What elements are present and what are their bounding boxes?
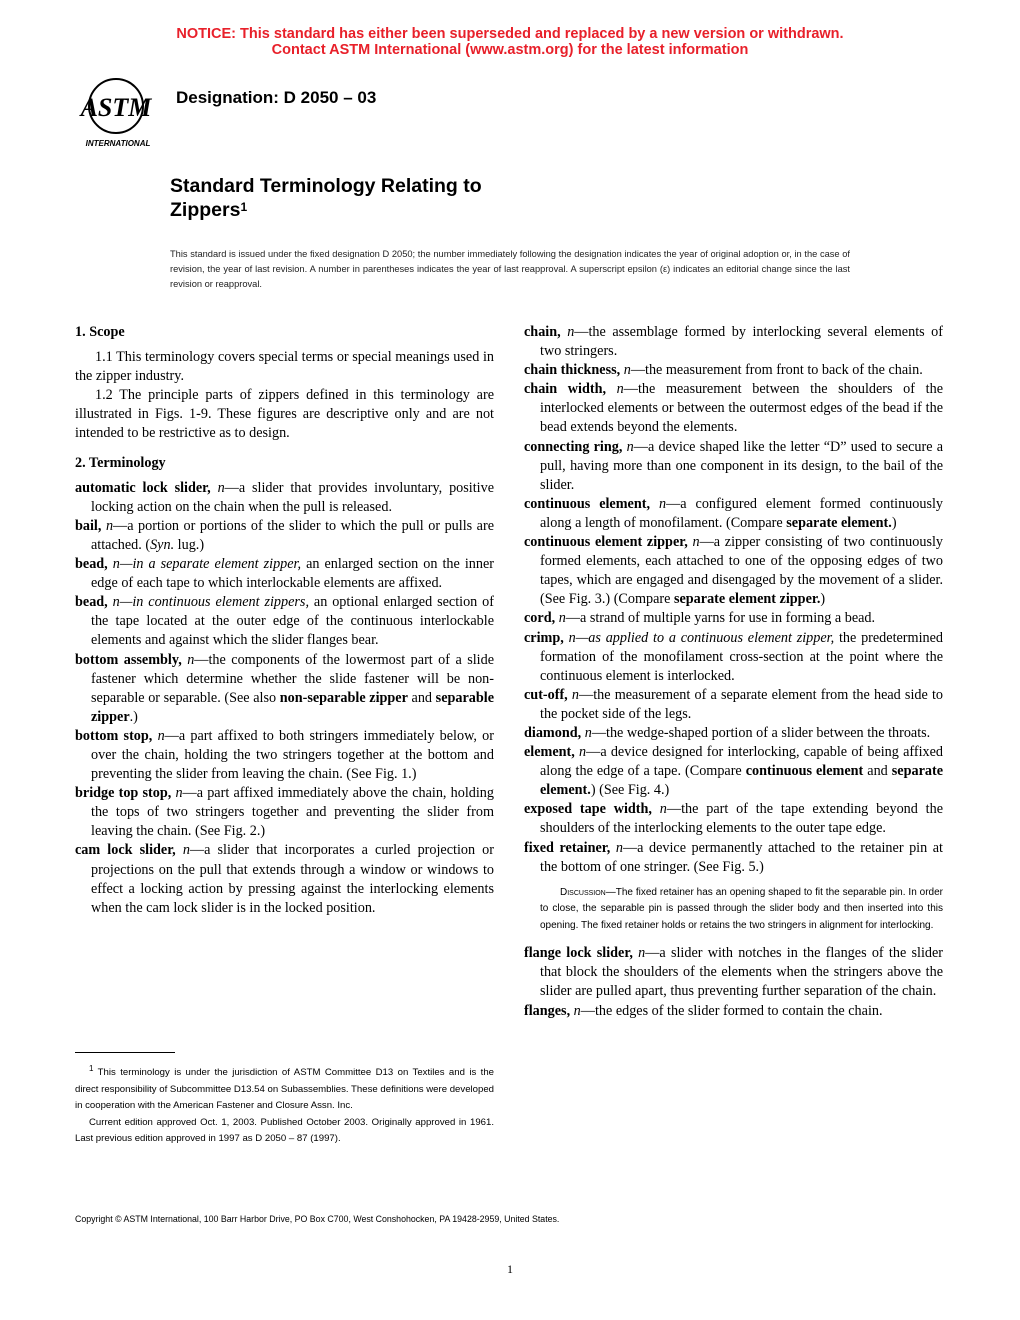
- term-bottom-stop: bottom stop, n—a part affixed to both stringers immediately below, or over the chain, holding the two stringers together at the bottom and preventing the slider from leaving the chain. (See Fig. 1.): [75, 727, 495, 783]
- term-element: element, n—a device designed for interlocking, capable of being affixed along the edge of a tape. (Compare continuous element and separate element.) (See Fig. 4.): [524, 744, 944, 799]
- term-chain-thickness: chain thickness, n—the measurement from front to back of the chain.: [524, 362, 923, 379]
- logo-international: INTERNATIONAL: [85, 139, 151, 148]
- page-title: [170, 174, 870, 222]
- discussion-note: Discussion—The fixed retainer has an opening shaped to fit the separable pin. In order to close, the separable pin is passed through the slider body and then inserted into this opening. The fixed retainer holds or retains the two stringers in alignment for interlocking.: [540, 886, 943, 931]
- term-exposed-tape-width: exposed tape width, n—the part of the tape extending beyond the shoulders of the interlocking elements to the outer tape edge.: [524, 801, 944, 837]
- scope-heading: 1. Scope: [75, 324, 125, 340]
- term-cord: cord, n—a strand of multiple yarns for use in forming a bead.: [524, 610, 876, 627]
- term-continuous-element: continuous element, n—a configured element formed continuously along a length of monofilament. (Compare separate element.): [524, 495, 944, 531]
- term-bail: bail, n—a portion or portions of the slider to which the pull or pulls are attached. (Syn. lug.): [75, 517, 494, 553]
- footnote-para-2: Current edition approved Oct. 1, 2003. Published October 2003. Originally approved in 1961. Last previous edition approved in 1997 as D 2050 – 87 (1997).: [75, 1116, 494, 1145]
- scope-para-2: 1.2 The principle parts of zippers defined in this terminology are illustrated in Figs. 1-9. These figures are descriptive only and are not intended to be restrictive as to design.: [75, 387, 494, 442]
- scope-para-1: 1.1 This terminology covers special terms or special meanings used in the zipper industry.: [75, 349, 494, 385]
- term-bead-separate: bead, n—in a separate element zipper, an enlarged section on the inner edge of each tape to which interlockable elements are affixed.: [75, 556, 494, 592]
- term-cam-lock-slider: cam lock slider, n—a slider that incorporates a curled projection or projections on the pull that extends through a window or windows to effect a locking action by pressing against the interlocking elements when the cam lock slider is in the locked position.: [75, 842, 494, 916]
- term-flanges: flanges, n—the edges of the slider formed to contain the chain.: [524, 1002, 883, 1019]
- terminology-heading: 2. Terminology: [75, 454, 166, 471]
- page-number: 1: [507, 1262, 513, 1276]
- title-line-1: Standard Terminology Relating to: [170, 175, 482, 197]
- term-chain: chain, n—the assemblage formed by interlocking several elements of two stringers.: [524, 324, 944, 360]
- term-flange-lock-slider: flange lock slider, n—a slider with notches in the flanges of the slider that block the shoulders of the elements when the stringers above the slider are pulled apart, thus preventing further separation of the chain.: [524, 945, 944, 1000]
- term-crimp: crimp, n—as applied to a continuous element zipper, the predetermined formation of the monofilament cross-section at the point where the continuous element is interlocked.: [524, 629, 943, 684]
- term-chain-width: chain width, n—the measurement between the shoulders of the interlocked elements or between the outermost edges of the bead if the bead extends beyond the elements.: [524, 381, 943, 436]
- withdrawn-notice: [0, 26, 1020, 58]
- copyright-notice: Copyright © ASTM International, 100 Barr Harbor Drive, PO Box C700, West Conshohocken, PA 19428-2959, United States.: [75, 1214, 560, 1224]
- footnote-divider: [75, 1052, 175, 1053]
- logo-mark: ASTM: [80, 93, 152, 122]
- right-column: [524, 323, 943, 1021]
- footnote: [75, 1061, 494, 1148]
- term-bottom-assembly: bottom assembly, n—the components of the lowermost part of a slide fastener which determine whether the slide fastener will be non-separable or separable. (See also non-separable zipper and separable zipper.): [75, 651, 494, 725]
- term-continuous-element-zipper: continuous element zipper, n—a zipper consisting of two continuously formed elements, each attached to one of the opposing edges of two tapes, which are engaged and disengaged by the movement of a slider. (See Fig. 3.) (Compare separate element zipper.): [524, 534, 944, 608]
- notice-line-1: NOTICE: This standard has either been superseded and replaced by a new version or withdrawn.: [176, 26, 844, 42]
- title-line-2: Zippers: [170, 199, 241, 221]
- term-fixed-retainer: fixed retainer, n—a device permanently attached to the retainer pin at the bottom of one stringer. (See Fig. 5.): [524, 839, 943, 875]
- astm-logo: [74, 72, 162, 150]
- term-bead-continuous: bead, n—in continuous element zippers, an optional enlarged section of the tape located at the outer edge of the continuous interlockable elements and against which the slider flanges bear.: [75, 594, 494, 649]
- term-connecting-ring: connecting ring, n—a device shaped like the letter “D” used to secure a pull, having more than one component in its design, to the bail of the slider.: [524, 438, 944, 493]
- term-diamond: diamond, n—the wedge-shaped portion of a slider between the throats.: [524, 724, 931, 741]
- title-footnote-mark: 1: [240, 200, 248, 214]
- footnote-para-1: $^1$ This terminology is under the jurisdiction of ASTM Committee D13 on Textiles and is the direct responsibility of Subcommittee D13.54 on Subassemblies. These definitions were developed in cooperation with the American Fastener and Closure Assn. Inc.: [75, 1064, 494, 1112]
- preface: This standard is issued under the fixed designation D 2050; the number immediately following the designation indicates the year of original adoption or, in the case of revision, the year of last revision. A number in parentheses indicates the year of last reapproval. A superscript epsilon (ε) indicates an editorial change since the last revision or reapproval.: [170, 249, 850, 289]
- designation: Designation: D 2050 – 03: [176, 88, 377, 107]
- left-column: [75, 323, 494, 918]
- notice-line-2: Contact ASTM International (www.astm.org) for the latest information: [271, 42, 749, 58]
- term-automatic-lock-slider: automatic lock slider, n—a slider that provides involuntary, positive locking action on the chain when the pull is released.: [75, 479, 494, 515]
- term-bridge-top-stop: bridge top stop, n—a part affixed immediately above the chain, holding the tops of two stringers together and preventing the slider from leaving the chain. (See Fig. 2.): [75, 785, 494, 840]
- term-cut-off: cut-off, n—the measurement of a separate element from the head side to the pocket side of the legs.: [524, 686, 944, 722]
